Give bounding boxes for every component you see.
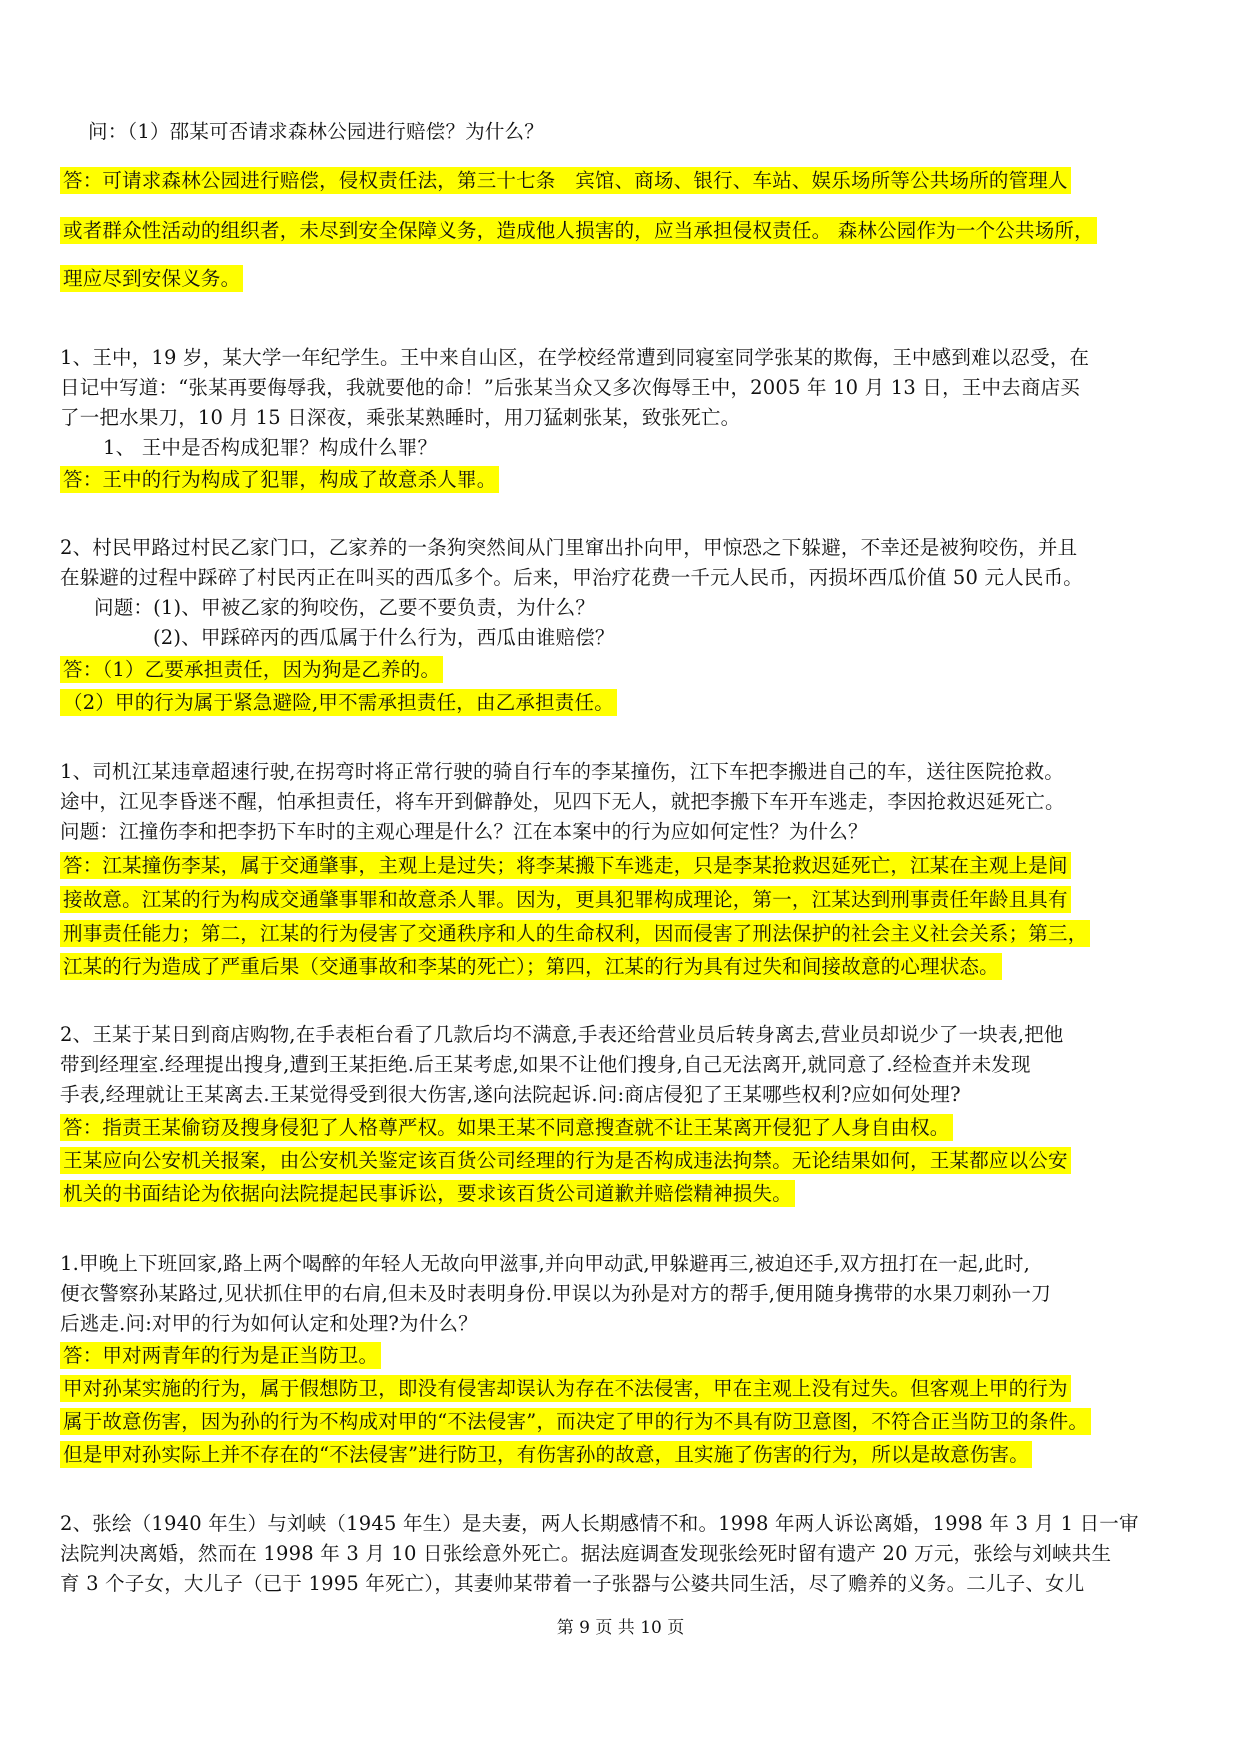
answer-line: 答：江某撞伤李某，属于交通肇事，主观上是过失；将李某搬下车逃走，只是李某抢救迟延死亡，江某在主观上是间 (60, 851, 1071, 881)
case-text-line: 手表,经理就让王某离去.王某觉得受到很大伤害,遂向法院起诉.问:商店侵犯了王某哪些权利?应如何处理? (60, 1083, 961, 1106)
case-text-line: 日记中写道：“张某再要侮辱我，我就要他的命！”后张某当众又多次侮辱王中，2005 年 10 月 13 日，王中去商店买 (60, 376, 1080, 399)
question-line: (2)、甲踩碎丙的西瓜属于什么行为，西瓜由谁赔偿？ (153, 626, 615, 649)
case-text-line: 1、王中，19 岁，某大学一年纪学生。王中来自山区，在学校经常遭到同寝室同学张某的欺侮，王中感到难以忍受，在 (60, 346, 1090, 369)
page-footer: 第 9 页 共 10 页 (556, 1618, 685, 1638)
question-line: 后逃走.问:对甲的行为如何认定和处理?为什么？ (60, 1312, 478, 1335)
case-text-line: 带到经理室.经理提出搜身,遭到王某拒绝.后王某考虑,如果不让他们搜身,自己无法离开,就同意了.经检查并未发现 (60, 1053, 1031, 1076)
answer-line: 王某应向公安机关报案，由公安机关鉴定该百货公司经理的行为是否构成违法拘禁。无论结果如何，王某都应以公安 (60, 1146, 1071, 1176)
question-line: 问：（1）邵某可否请求森林公园进行赔偿？为什么？ (88, 120, 544, 143)
case-text-line: 途中，江见李昏迷不醒，怕承担责任，将车开到僻静处，见四下无人，就把李搬下车开车逃走，李因抢救迟延死亡。 (60, 790, 1065, 813)
answer-line: 刑事责任能力；第二，江某的行为侵害了交通秩序和人的生命权利，因而侵害了刑法保护的社会主义社会关系；第三， (60, 919, 1090, 949)
case-text-line: 2、村民甲路过村民乙家门口，乙家养的一条狗突然间从门里窜出扑向甲，甲惊恐之下躲避，不幸还是被狗咬伤，并且 (60, 536, 1078, 559)
answer-line: 属于故意伤害，因为孙的行为不构成对甲的“不法侵害”，而决定了甲的行为不具有防卫意图，不符合正当防卫的条件。 (60, 1407, 1091, 1437)
question-line: 问题：江撞伤李和把李扔下车时的主观心理是什么？江在本案中的行为应如何定性？为什么？ (60, 820, 868, 843)
answer-line: 答：王中的行为构成了犯罪，构成了故意杀人罪。 (60, 465, 499, 495)
question-line: 1、 王中是否构成犯罪？构成什么罪？ (103, 436, 438, 459)
answer-line: 答：甲对两青年的行为是正当防卫。 (60, 1341, 381, 1371)
case-text-line: 2、张绘（1940 年生）与刘峡（1945 年生）是夫妻，两人长期感情不和。1998 年两人诉讼离婚，1998 年 3 月 1 日一审 (60, 1512, 1139, 1535)
answer-line: 但是甲对孙实际上并不存在的“不法侵害”进行防卫，有伤害孙的故意，且实施了伤害的行为，所以是故意伤害。 (60, 1440, 1032, 1470)
case-text-line: 1、司机江某违章超速行驶,在拐弯时将正常行驶的骑自行车的李某撞伤，江下车把李搬进自己的车，送往医院抢救。 (60, 760, 1065, 783)
case-text-line: 法院判决离婚，然而在 1998 年 3 月 10 日张绘意外死亡。据法庭调查发现张绘死时留有遗产 20 万元，张绘与刘峡共生 (60, 1542, 1112, 1565)
case-text-line: 2、王某于某日到商店购物,在手表柜台看了几款后均不满意,手表还给营业员后转身离去,营业员却说少了一块表,把他 (60, 1023, 1064, 1046)
answer-line: 答：（1）乙要承担责任，因为狗是乙养的。 (60, 655, 443, 685)
answer-line: 理应尽到安保义务。 (60, 264, 243, 294)
answer-line: 或者群众性活动的组织者，未尽到安全保障义务，造成他人损害的，应当承担侵权责任。 森林公园作为一个公共场所， (60, 216, 1097, 246)
answer-line: （2）甲的行为属于紧急避险,甲不需承担责任，由乙承担责任。 (60, 688, 617, 718)
case-text-line: 在躲避的过程中踩碎了村民丙正在叫买的西瓜多个。后来，甲治疗花费一千元人民币，丙损坏西瓜价值 50 元人民币。 (60, 566, 1084, 589)
answer-line: 答：可请求森林公园进行赔偿，侵权责任法，第三十七条 宾馆、商场、银行、车站、娱乐场所等公共场所的管理人 (60, 166, 1071, 196)
question-line: 问题：(1)、甲被乙家的狗咬伤，乙要不要负责，为什么？ (94, 596, 596, 619)
case-text-line: 育 3 个子女，大儿子（已于 1995 年死亡），其妻帅某带着一子张器与公婆共同生活，尽了赡养的义务。二儿子、女儿 (60, 1572, 1085, 1595)
answer-line: 甲对孙某实施的行为，属于假想防卫，即没有侵害却误认为存在不法侵害，甲在主观上没有过失。但客观上甲的行为 (60, 1374, 1071, 1404)
answer-line: 答：指责王某偷窃及搜身侵犯了人格尊严权。如果王某不同意搜查就不让王某离开侵犯了人身自由权。 (60, 1113, 953, 1143)
answer-line: 江某的行为造成了严重后果（交通事故和李某的死亡）；第四，江某的行为具有过失和间接故意的心理状态。 (60, 952, 1002, 982)
case-text-line: 便衣警察孙某路过,见状抓住甲的右肩,但未及时表明身份.甲误以为孙是对方的帮手,便用随身携带的水果刀刺孙一刀 (60, 1282, 1051, 1305)
answer-line: 接故意。江某的行为构成交通肇事罪和故意杀人罪。因为，更具犯罪构成理论，第一，江某达到刑事责任年龄且具有 (60, 885, 1071, 915)
case-text-line: 了一把水果刀，10 月 15 日深夜，乘张某熟睡时，用刀猛刺张某，致张死亡。 (60, 406, 741, 429)
answer-line: 机关的书面结论为依据向法院提起民事诉讼，要求该百货公司道歉并赔偿精神损失。 (60, 1179, 795, 1209)
case-text-line: 1.甲晚上下班回家,路上两个喝醉的年轻人无故向甲滋事,并向甲动武,甲躲避再三,被迫还手,双方扭打在一起,此时, (60, 1252, 1030, 1275)
